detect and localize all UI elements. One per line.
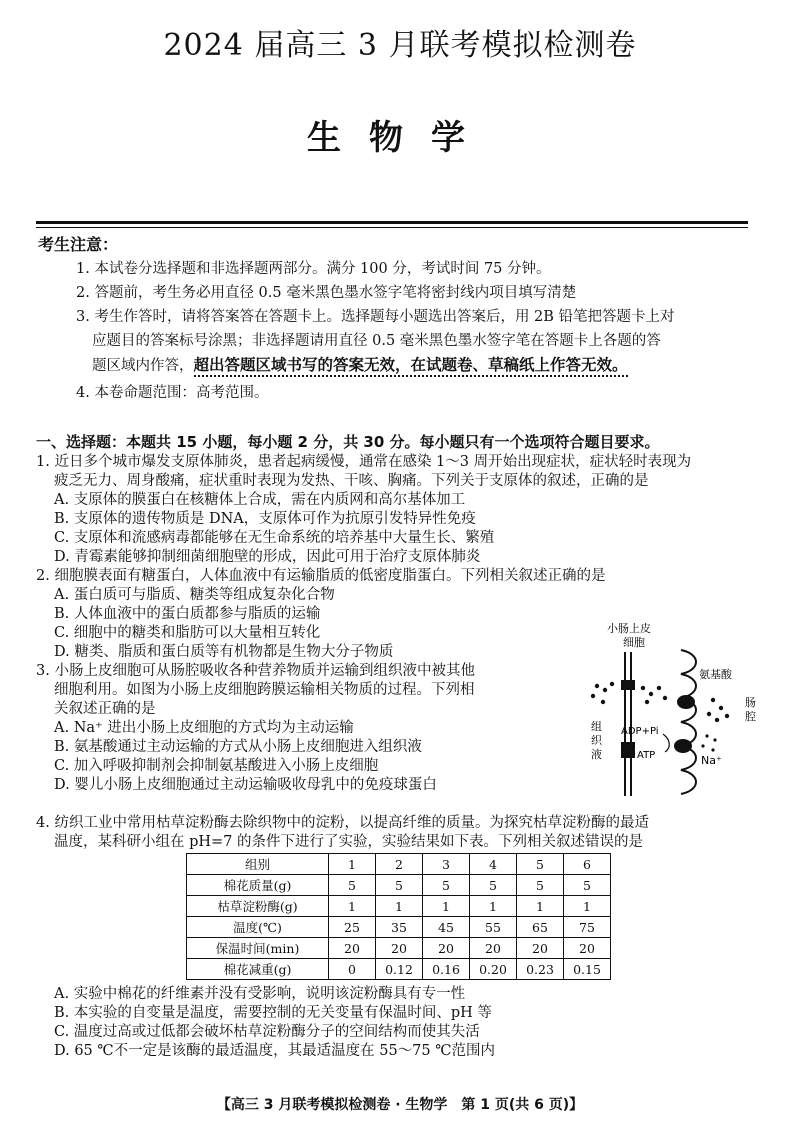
q4-option-d: D. 65 ℃不一定是该酶的最适温度，其最适温度在 55～75 ℃范围内 [54,1043,495,1059]
q4-stem-line-1: 4. 纺织工业中常用枯草淀粉酶去除织物中的淀粉，以提高纤维的质量。为探究枯草淀粉酶的最适 [36,815,649,831]
notice-item-3: 3. 考生作答时，请将答案答在答题卡上。选择题每小题选出答案后，用 2B 铅笔把答题卡上对 [76,309,675,325]
notice-item-2: 2. 答题前，考生务必用直径 0.5 毫米黑色墨水签字笔将密封线内项目填写清楚 [76,285,577,301]
q4-results-table [186,853,611,980]
q4-option-c: C. 温度过高或过低都会破坏枯草淀粉酶分子的空间结构而使其失活 [54,1024,480,1040]
notice-item-4: 4. 本卷命题范围：高考范围。 [76,385,269,401]
table-cell: 1 [376,896,423,917]
fig-na-channel [674,739,692,753]
table-cell: 5 [376,875,423,896]
page-footer: 【高三 3 月联考模拟检测卷 · 生物学 第 1 页(共 6 页)】 [216,1097,584,1113]
table-row [187,896,611,917]
table-cell: 20 [423,938,470,959]
table-row-label: 温度(℃) [187,917,329,938]
fig-lumen-label-1: 肠 [745,696,756,709]
table-cell: 0.16 [423,959,470,980]
table-cell: 0.12 [376,959,423,980]
q1-stem-line-2: 疲乏无力、周身酸痛，症状重时表现为发热、干咳、胸痛。下列关于支原体的叙述，正确的是 [54,473,649,489]
q1-option-b: B. 支原体的遗传物质是 DNA，支原体可作为抗原引发特异性免疫 [54,511,476,527]
table-row-label: 保温时间(min) [187,938,329,959]
table-cell: 5 [470,875,517,896]
fig-adp-label: ADP+Pi [621,726,659,737]
table-cell: 35 [376,917,423,938]
fig-na-label: Na⁺ [701,754,722,767]
fig-cell-label-1: 小肠上皮 [607,622,651,635]
notice-title: 考生注意： [38,235,119,254]
table-cell: 3 [423,854,470,875]
table-cell: 1 [564,896,611,917]
table-cell: 4 [470,854,517,875]
q4-stem-line-2: 温度，某科研小组在 pH=7 的条件下进行了实验，实验结果如下表。下列相关叙述错误的是 [54,834,644,850]
q3-transport-figure [585,618,760,798]
q3-option-a: A. Na⁺ 进出小肠上皮细胞的方式均为主动运输 [54,720,354,736]
table-cell: 65 [517,917,564,938]
q1-option-c: C. 支原体和流感病毒都能够在无生命系统的培养基中大量生长、繁殖 [54,530,495,546]
notice-emphasis: 超出答题区域书写的答案无效，在试题卷、草稿纸上作答无效。 [194,356,628,377]
table-cell: 20 [329,938,376,959]
table-row [187,854,611,875]
q1-stem-line-1: 1. 近日多个城市爆发支原体肺炎，患者起病缓慢，通常在感染 1～3 周开始出现症状，症状轻时表现为 [36,454,692,470]
fig-na-dots [701,734,716,751]
table-row-label: 棉花质量(g) [187,875,329,896]
fig-cell-label-2: 细胞 [623,636,645,649]
table-cell: 5 [329,875,376,896]
q2-option-a: A. 蛋白质可与脂质、糖类等组成复杂化合物 [54,587,335,603]
table-cell: 20 [517,938,564,959]
table-row [187,917,611,938]
q1-option-d: D. 青霉素能够抑制细菌细胞壁的形成，因此可用于治疗支原体肺炎 [54,549,481,565]
table-cell: 5 [423,875,470,896]
table-row [187,959,611,980]
q3-stem-line-1: 3. 小肠上皮细胞可从肠腔吸收各种营养物质并运输到组织液中被其他 [36,663,475,679]
table-cell: 1 [423,896,470,917]
section-heading: 一、选择题：本题共 15 小题，每小题 2 分，共 30 分。每小题只有一个选项符合题目要求。 [36,433,660,451]
notice-item-3-line-3 [92,353,772,378]
table-cell: 1 [470,896,517,917]
table-cell: 5 [517,875,564,896]
q3-stem-line-3: 关叙述正确的是 [54,701,156,717]
q2-stem: 2. 细胞膜表面有糖蛋白，人体血液中有运输脂质的低密度脂蛋白。下列相关叙述正确的是 [36,568,606,584]
q2-option-d: D. 糖类、脂质和蛋白质等有机物都是生物大分子物质 [54,644,394,660]
q3-option-b: B. 氨基酸通过主动运输的方式从小肠上皮细胞进入组织液 [54,739,422,755]
table-cell: 0.23 [517,959,564,980]
fig-amino-acid-label: 氨基酸 [699,668,732,681]
table-cell: 5 [564,875,611,896]
table-cell: 45 [423,917,470,938]
table-row [187,938,611,959]
table-cell: 0 [329,959,376,980]
notice-item-1: 1. 本试卷分选择题和非选择题两部分。满分 100 分，考试时间 75 分钟。 [76,261,551,277]
table-cell: 1 [517,896,564,917]
exam-title: 2024 届高三 3 月联考模拟检测卷 [163,28,637,63]
fig-carrier-1 [621,680,635,690]
table-cell: 0.20 [470,959,517,980]
q3-option-d: D. 婴儿小肠上皮细胞通过主动运输吸收母乳中的免疫球蛋白 [54,777,437,793]
q2-option-c: C. 细胞中的糖类和脂肪可以大量相互转化 [54,625,321,641]
table-cell: 1 [329,896,376,917]
fig-atp-label: ATP [637,750,656,761]
table-cell: 5 [517,854,564,875]
q2-option-b: B. 人体血液中的蛋白质都参与脂质的运输 [54,606,321,622]
q4-option-b: B. 本实验的自变量是温度，需要控制的无关变量有保温时间、pH 等 [54,1005,492,1021]
fig-symporter [677,695,695,709]
table-cell: 20 [376,938,423,959]
q4-option-a: A. 实验中棉花的纤维素并没有受影响，说明该淀粉酶具有专一性 [54,986,466,1002]
fig-pump [621,742,635,758]
notice-item-3-line-3-text: 题区域内作答， [92,358,194,374]
header-rule-thin [36,227,748,228]
fig-amino-acid-dots [591,682,729,722]
table-cell: 0.15 [564,959,611,980]
q1-option-a: A. 支原体的膜蛋白在核糖体上合成，需在内质网和高尔基体加工 [54,492,466,508]
q3-option-c: C. 加入呼吸抑制剂会抑制氨基酸进入小肠上皮细胞 [54,758,379,774]
fig-fluid-label-1: 组 [591,720,602,733]
table-cell: 6 [564,854,611,875]
header-rule-thick [36,221,748,224]
notice-item-3-line-2: 应题目的答案标号涂黑；非选择题请用直径 0.5 毫米黑色墨水签字笔在答题卡上各题的答 [92,333,661,349]
table-cell: 20 [564,938,611,959]
table-cell: 2 [376,854,423,875]
table-cell: 1 [329,854,376,875]
fig-fluid-label-3: 液 [591,748,602,761]
table-cell: 75 [564,917,611,938]
table-row-label: 组别 [187,854,329,875]
table-row-label: 枯草淀粉酶(g) [187,896,329,917]
fig-fluid-label-2: 织 [591,734,602,747]
fig-atp-arrow [663,734,669,752]
fig-apical-membrane [681,650,696,794]
fig-lumen-label-2: 腔 [745,710,756,723]
table-row [187,875,611,896]
table-row-label: 棉花减重(g) [187,959,329,980]
subject-title: 生物学 [307,118,493,158]
table-cell: 20 [470,938,517,959]
q3-stem-line-2: 细胞利用。如图为小肠上皮细胞跨膜运输相关物质的过程。下列相 [54,682,475,698]
table-cell: 55 [470,917,517,938]
table-cell: 25 [329,917,376,938]
